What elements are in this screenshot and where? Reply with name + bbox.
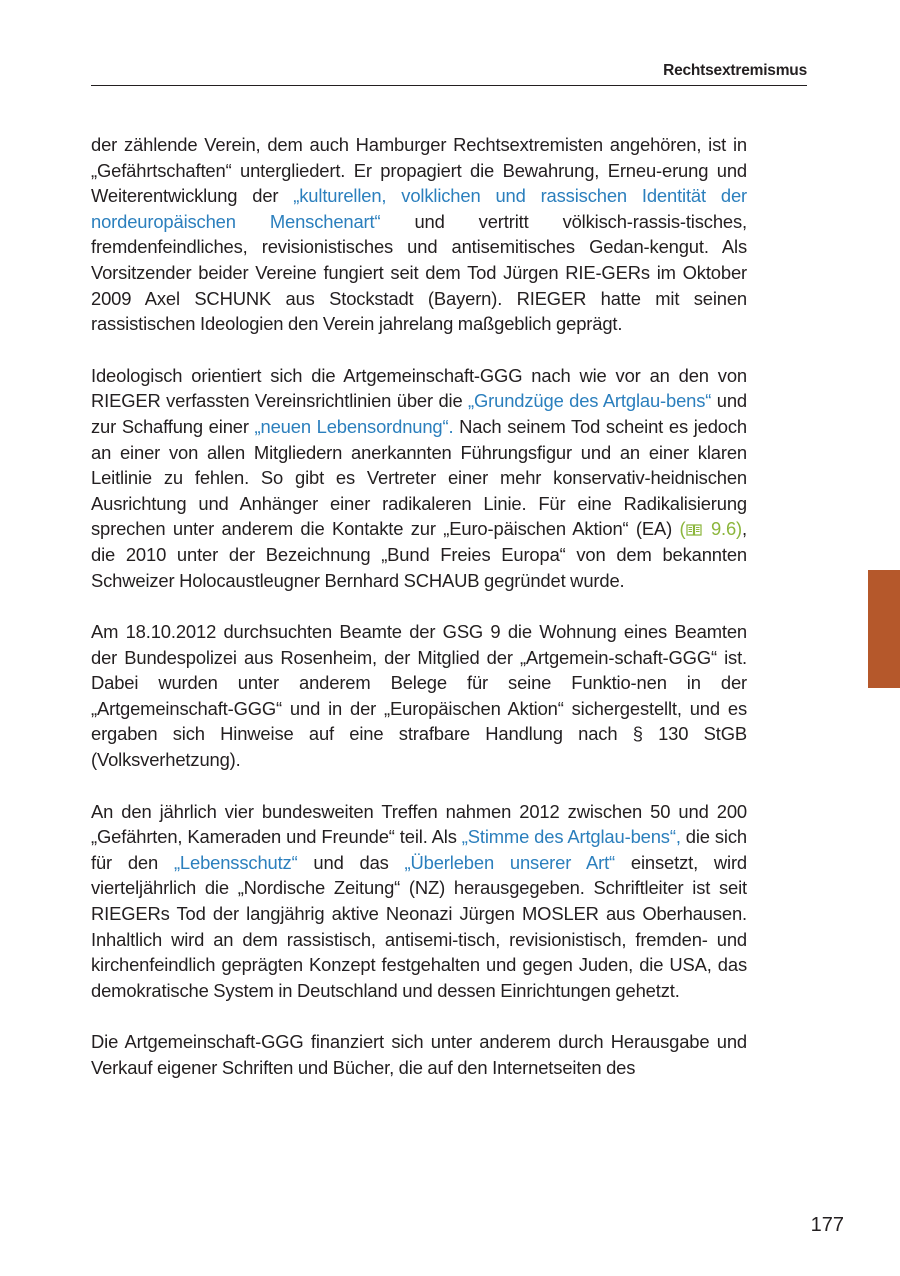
cross-reference-link[interactable]	[680, 518, 743, 539]
text-run: die sich für den	[91, 826, 747, 873]
section-title: Rechtsextremismus	[663, 62, 807, 79]
text-run: der zählende Verein, dem auch Hamburger Rechtsextremisten angehören, ist in „Gefährtschaften“ untergliedert. Er propagiert die Bewahrung, Erneu-erung und Weiterentwicklung der	[91, 134, 747, 207]
body-text	[91, 132, 747, 1107]
text-run: Ideologisch orientiert sich die Artgemeinschaft-GGG nach wie vor an den von RIEGER verfassten Vereinsrichtlinien über die	[91, 364, 747, 412]
chapter-tab-marker	[868, 570, 900, 688]
paragraph	[91, 619, 747, 773]
page-number: 177	[810, 1214, 844, 1236]
text-run: , die 2010 unter der Bezeichnung „Bund Freies Europa“ von dem bekannten Schweizer Holocaustleugner Bernhard SCHAUB gegründet wurde.	[91, 518, 747, 591]
quote-highlight: „Grundzüge des Artglau-bens“	[468, 390, 712, 412]
text-run: Die Artgemeinschaft-GGG finanziert sich unter anderem durch Herausgabe und Verkauf eigener Schriften und Bücher, die auf den Internetseiten des	[91, 1031, 747, 1078]
text-run: einsetzt, wird vierteljährlich die „Nordische Zeitung“ (NZ) herausgegeben. Schriftleiter ist seit RIEGERs Tod der langjährig aktive Neonazi Jürgen MOSLER aus Oberhausen. Inhaltlich wird an dem rassistisch, antisemi-tisch, revisionistisch, fremden- und kirchenfeindlich geprägten Konzept festgehalten und gegen Juden, die USA, das demokratische System in Deutschland und dessen Einrichtungen gehetzt.	[91, 851, 747, 1001]
quote-highlight: „Überleben unserer Art“	[404, 851, 616, 873]
paragraph	[91, 363, 747, 593]
text-run: und vertritt völkisch-rassis-tisches, fremdenfeindliches, revisionistisches und antisemitisches Gedan-kengut. Als Vorsitzender beider Vereine fungiert seit dem Tod Jürgen RIE-GERs im Oktober 2009 Axel SCHUNK aus Stockstadt (Bayern). RIEGER hatte mit seinen rassistischen Ideologien den Verein jahrelang maßgeblich geprägt.	[91, 210, 747, 335]
quote-highlight: „Stimme des Artglau-bens“,	[461, 826, 681, 848]
quote-highlight: „neuen Lebensordnung“.	[254, 415, 454, 437]
ref-bracket: (	[679, 518, 686, 540]
running-header	[91, 60, 807, 86]
paragraph	[91, 799, 747, 1004]
paragraph	[91, 132, 747, 337]
ref-text: 9.6)	[703, 518, 743, 540]
paragraph	[91, 1029, 747, 1080]
text-run: Am 18.10.2012 durchsuchten Beamte der GSG 9 die Wohnung eines Beamten der Bundespolizei aus Rosenheim, der Mitglied der „Artgemein-schaft-GGG“ ist. Dabei wurden unter anderem Belege für seine Funktio-nen in der „Artgemeinschaft-GGG“ und in der „Europäischen Aktion“ sichergestellt, und es ergaben sich Hinweise auf eine strafbare Handlung nach § 130 StGB (Volksverhetzung).	[91, 621, 747, 771]
book-icon	[686, 523, 702, 536]
text-run: An den jährlich vier bundesweiten Treffen nahmen 2012 zwischen 50 und 200 „Gefährten, Kameraden und Freunde“ teil. Als	[91, 800, 747, 848]
quote-highlight: „Lebensschutz“	[173, 851, 298, 873]
text-run: Nach seinem Tod scheint es jedoch an einer von allen Mitgliedern anerkannten Führungsfigur und an einer klaren Leitlinie zu fehlen. So gibt es Vertreter einer mehr konservativ-heidnischen Ausrichtung und Anhänger einer radikaleren Linie. Für eine Radikalisierung sprechen unter anderem die Kontakte zur „Euro-päischen Aktion“ (EA)	[91, 415, 747, 540]
text-run: und zur Schaffung einer	[91, 390, 747, 437]
quote-highlight: „kulturellen, volklichen und rassischen Identität der nordeuropäischen Menschenart“	[91, 185, 747, 232]
text-run: und das	[297, 851, 405, 873]
